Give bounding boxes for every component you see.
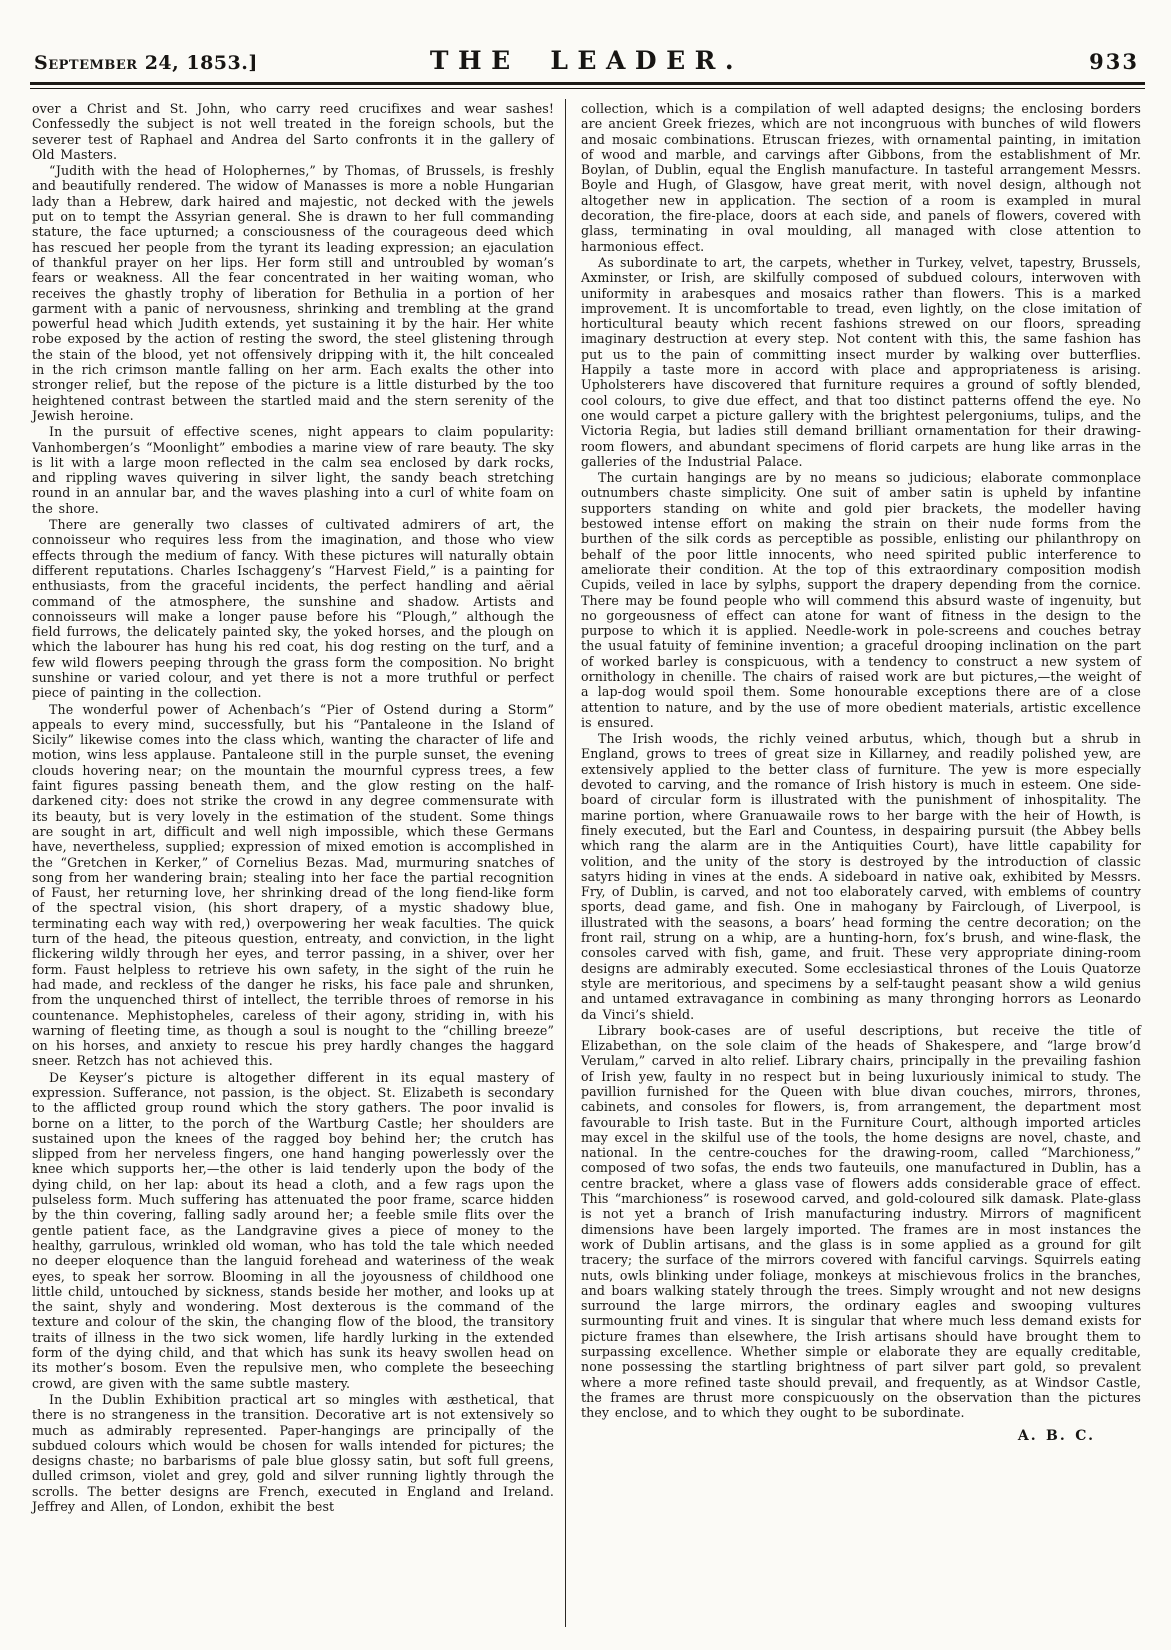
author-signature: A. B. C. — [1017, 1427, 1095, 1444]
paragraph: The wonderful power of Achenbach’s “Pier of Ostend during a Storm” appeals to every mind, successfully, but his “Pantaleone in the Island of Sicily” likewise comes into the class which, wanting the character of life and motion, wins less applause. Pantaleone still in the purple sunset, the evening clouds hovering near; on the mountain the mournful cypress trees, a few faint figures passing beneath them, and the glow resting on the half-darkened city: does not strike the crowd in any degree commensurate with its beauty, but is very lovely in the estimation of the student. Some things are sought in art, difficult and well nigh impossible, which these Germans have, nevertheless, supplied; expression of mixed emotion is accomplished in the “Gretchen in Kerker,” of Cornelius Bezas. Mad, murmuring snatches of song from her wandering brain; stealing into her face the partial recognition of Faust, her returning love, her shrinking dread of the long fiend-like form of the spectral vision, (his short drapery, of a mystic shadowy blue, terminating each way with red,) overpowering her weak faculties. The quick turn of the head, the piteous question, entreaty, and conviction, in the light flickering wildly through her eyes, and terror passing, in a shiver, over her form. Faust helpless to retrieve his own safety, in the sight of the ruin he had made, and reckless of the danger he risks, his face pale and shrunken, from the unquenched thirst of intellect, the terrible throes of remorse in his countenance. Mephistopheles, careless of their agony, striding in, with his warning of fleeting time, as though a soul is nought to the “chilling breeze” on his horses, and anxiety to rescue his prey hardly changes the haggard sneer. Retzch has not achieved this. — [32, 701, 554, 1069]
right-column — [567, 99, 1145, 1627]
page-number: 933 — [1089, 49, 1139, 74]
paragraph: collection, which is a compilation of well adapted designs; the enclosing borders are ancient Greek friezes, which are not incongruous with bunches of wild flowers and mosaic combinations. Etruscan friezes, with ornamental painting, in imitation of wood and marble, and carvings after Gibbons, from the establishment of Mr. Boylan, of Dublin, equal the English manufacture. In tasteful arrangement Messrs. Boyle and Hugh, of Glasgow, have great merit, with novel design, although not altogether new in application. The section of a room is exampled in mural decoration, the fire-place, doors at each side, and panels of flowers, covered with glass, terminating in oval moulding, all managed with close attention to harmonious effect. — [581, 101, 1141, 254]
column-divider — [565, 99, 566, 1627]
paragraph: As subordinate to art, the carpets, whether in Turkey, velvet, tapestry, Brussels, Axminster, or Irish, are skilfully composed of subdued colours, interwoven with uniformity in arabesques and mosaics rather than flowers. This is a marked improvement. It is uncomfortable to tread, even lightly, on the close imitation of horticultural beauty which recent fashions strewed on our floors, spreading imaginary destruction at every step. Not content with this, the same fashion has put us to the pain of committing insect murder by walking over butterflies. Happily a taste more in accord with place and appropriateness is arising. Upholsterers have discovered that furniture requires a ground of softly blended, cool colours, to give due effect, and that too distinct patterns offend the eye. No one would carpet a picture gallery with the brightest pelergoniums, tulips, and the Victoria Regia, but ladies still demand brilliant ornamentation for their drawing-room flowers, and abundant specimens of florid carpets are hung like arras in the galleries of the Industrial Palace. — [581, 254, 1141, 469]
masthead — [30, 46, 1145, 77]
left-column — [30, 99, 564, 1627]
article-body — [30, 99, 1145, 1627]
paper-title: THE LEADER. — [429, 46, 744, 75]
paragraph: In the pursuit of effective scenes, night appears to claim popularity: Vanhombergen’s “Moonlight” embodies a marine view of rare beauty. The sky is lit with a large moon reflected in the calm sea enclosed by dark rocks, and rippling waves quivering in silver light, the sandy beach stretching round in an annular bar, and the waves plashing into a curl of white foam on the shore. — [32, 424, 554, 516]
paragraph: There are generally two classes of cultivated admirers of art, the connoisseur who requires less from the imagination, and those who view effects through the medium of fancy. With these pictures will naturally obtain different reputations. Charles Ischaggeny’s “Harvest Field,” is a painting for enthusiasts, from the graceful incidents, the perfect handling and aërial command of the atmosphere, the sunshine and shadow. Artists and connoisseurs will make a longer pause before his “Plough,” although the field furrows, the delicately painted sky, the yoked horses, and the plough on which the labourer has hung his red coat, his dog resting on the turf, and a few wild flowers peeping through the grass form the composition. No bright sunshine or varied colour, and yet there is not a more truthful or perfect piece of painting in the collection. — [32, 517, 554, 701]
paragraph: “Judith with the head of Holophernes,” by Thomas, of Brussels, is freshly and beautifully rendered. The widow of Manasses is more a noble Hungarian lady than a Hebrew, dark haired and majestic, not decked with the jewels put on to tempt the Assyrian general. She is drawn to her full commanding stature, the face upturned; a consciousness of the courageous deed which has rescued her people from the tyrant its leading expression; an ejaculation of thankful prayer on her lips. Her form still and untroubled by woman’s fears or weakness. All the fear concentrated in her waiting woman, who receives the ghastly trophy of liberation for Bethulia in a portion of her garment with a panic of nervousness, shrinking and trembling at the grand powerful head which Judith extends, yet sustaining it by the hair. Her white robe exposed by the action of resting the sword, the steel glistening through the stain of the blood, yet not offensively dripping with it, the hilt concealed in the rich crimson mantle falling on her arm. Each exalts the other into stronger relief, but the repose of the picture is a little disturbed by the too heightened contrast between the startled maid and the stern serenity of the Jewish heroine. — [32, 163, 554, 423]
issue-date: September 24, 1853.] — [34, 52, 258, 74]
paragraph: over a Christ and St. John, who carry reed crucifixes and wear sashes! Confessedly the subject is not well treated in the foreign schools, but the severer test of Raphael and Andrea del Sarto confronts it in the gallery of Old Masters. — [32, 101, 554, 162]
paragraph: De Keyser’s picture is altogether different in its equal mastery of expression. Sufferance, not passion, is the object. St. Elizabeth is secondary to the afflicted group round which the story gathers. The poor invalid is borne on a litter, to the porch of the Wartburg Castle; her shoulders are sustained upon the knees of the ragged boy behind her; the crutch has slipped from her nerveless fingers, one hand hanging powerlessly over the knee which supports her,—the other is laid tenderly upon the body of the dying child, on her lap: about its head a cloth, and a few rags upon the pulseless form. Much suffering has attenuated the poor frame, scarce hidden by the thin covering, falling sadly around her; a feeble smile flits over the gentle patient face, as the Landgravine gives a piece of money to the healthy, garrulous, wrinkled old woman, who has told the tale which needed no deeper eloquence than the languid forehead and wateriness of the weak eyes, to speak her sorrow. Blooming in all the joyousness of childhood one little child, untouched by sickness, stands beside her mother, and looks up at the saint, shyly and wondering. Most dexterous is the command of the texture and colour of the skin, the changing flow of the blood, the transitory traits of illness in the two sick women, life hardly lurking in the extended form of the dying child, and that which has sunk its heavy swollen head on its mother’s bosom. Even the repulsive men, who complete the beseeching crowd, are given with the same subtle mastery. — [32, 1069, 554, 1391]
paragraph: Library book-cases are of useful descriptions, but receive the title of Elizabethan, on the sole claim of the heads of Shakespere, and “large brow’d Verulam,” carved in alto relief. Library chairs, principally in the prevailing fashion of Irish yew, faulty in no respect but in being luxuriously inimical to study. The pavillion furnished for the Queen with blue divan couches, mirrors, thrones, cabinets, and consoles for flowers, is, from arrangement, the department most favourable to Irish taste. But in the Furniture Court, although imported articles may excel in the skilful use of the tools, the home designs are novel, chaste, and national. In the centre-couches for the drawing-room, called “Marchioness,” composed of two sofas, the ends two fauteuils, one manufactured in Dublin, has a centre bracket, where a glass vase of flowers adds considerable grace of effect. This “marchioness” is rosewood carved, and gold-coloured silk damask. Plate-glass is not yet a branch of Irish manufacturing industry. Mirrors of magnificent dimensions have been largely imported. The frames are in most instances the work of Dublin artisans, and the glass is in some applied as a ground for gilt tracery; the surface of the mirrors covered with fanciful carvings. Squirrels eating nuts, owls blinking under foliage, monkeys at mischievous frolics in the branches, and boars walking stately through the trees. Simply wrought and not new designs surround the large mirrors, the ordinary eagles and swooping vultures surmounting fruit and vines. It is singular that where much less demand exists for picture frames than elsewhere, the Irish artisans should have brought them to surpassing excellence. Whether simple or elaborate they are equally creditable, none possessing the startling brightness of part silver part gold, so prevalent where a more refined taste should prevail, and frequently, as at Windsor Castle, the frames are thrust more conspicuously on the observation than the pictures they enclose, and to which they ought to be subordinate. — [581, 1022, 1141, 1421]
right-column-text — [581, 101, 1141, 1421]
paragraph: The Irish woods, the richly veined arbutus, which, though but a shrub in England, grows to trees of great size in Killarney, and readily polished yew, are extensively applied to the better class of furniture. The yew is more especially devoted to carving, and the romance of Irish history is much in esteem. One side-board of circular form is illustrated with the punishment of inhospitality. The marine portion, where Granuawaile rows to her barge with the heir of Howth, is finely executed, but the Earl and Countess, in despairing pursuit (the Abbey bells which rang the alarm are in the Antiquities Court), have little capability for volition, and the unity of the story is destroyed by the introduction of classic satyrs hiding in vines at the ends. A sideboard in native oak, exhibited by Messrs. Fry, of Dublin, is carved, and not too elaborately carved, with emblems of country sports, dead game, and fish. One in mahogany by Fairclough, of Liverpool, is illustrated with the seasons, a boars’ head forming the centre decoration; on the front rail, strung on a whip, are a hunting-horn, fox’s brush, and wine-flask, the consoles carved with fish, game, and fruit. These very appropriate dining-room designs are admirably executed. Some ecclesiastical thrones of the Louis Quatorze style are meritorious, and specimens by a self-taught peasant show a wild genius and untamed extravagance in combining as many thronging horrors as Leonardo da Vinci’s shield. — [581, 731, 1141, 1022]
paragraph: In the Dublin Exhibition practical art so mingles with æsthetical, that there is no strangeness in the transition. Decorative art is not extensively so much as admirably represented. Paper-hangings are principally of the subdued colours which would be chosen for walls intended for pictures; the designs chaste; no barbarisms of pale blue glossy satin, but soft full greens, dulled crimson, violet and grey, gold and silver running lightly through the scrolls. The better designs are French, executed in England and Ireland. Jeffrey and Allen, of London, exhibit the best — [32, 1391, 554, 1515]
header-rule — [30, 82, 1145, 89]
paragraph: The curtain hangings are by no means so judicious; elaborate commonplace outnumbers chaste simplicity. One suit of amber satin is upheld by infantine supporters standing on white and gold pier brackets, the modeller having bestowed intense effort on making the strain on their nude forms from the burthen of the silk cords as perceptible as possible, enlisting our philanthropy on behalf of the poor little innocents, who need spirited public interference to ameliorate their condition. At the top of this extraordinary composition modish Cupids, veiled in lace by sylphs, support the drapery depending from the cornice. There may be found people who will commend this absurd waste of ingenuity, but no gorgeousness of effect can atone for want of fitness in the design to the purpose to which it is applied. Needle-work in pole-screens and couches betray the usual fatuity of feminine invention; a graceful drooping inclination on the part of worked barley is conspicuous, with a tendency to construct a new system of ornithology in chenille. The chairs of raised work are but pictures,—the weight of a lap-dog would spoil them. Some honourable exceptions there are of a close attention to nature, and by the use of more obedient materials, artistic excellence is ensured. — [581, 470, 1141, 730]
